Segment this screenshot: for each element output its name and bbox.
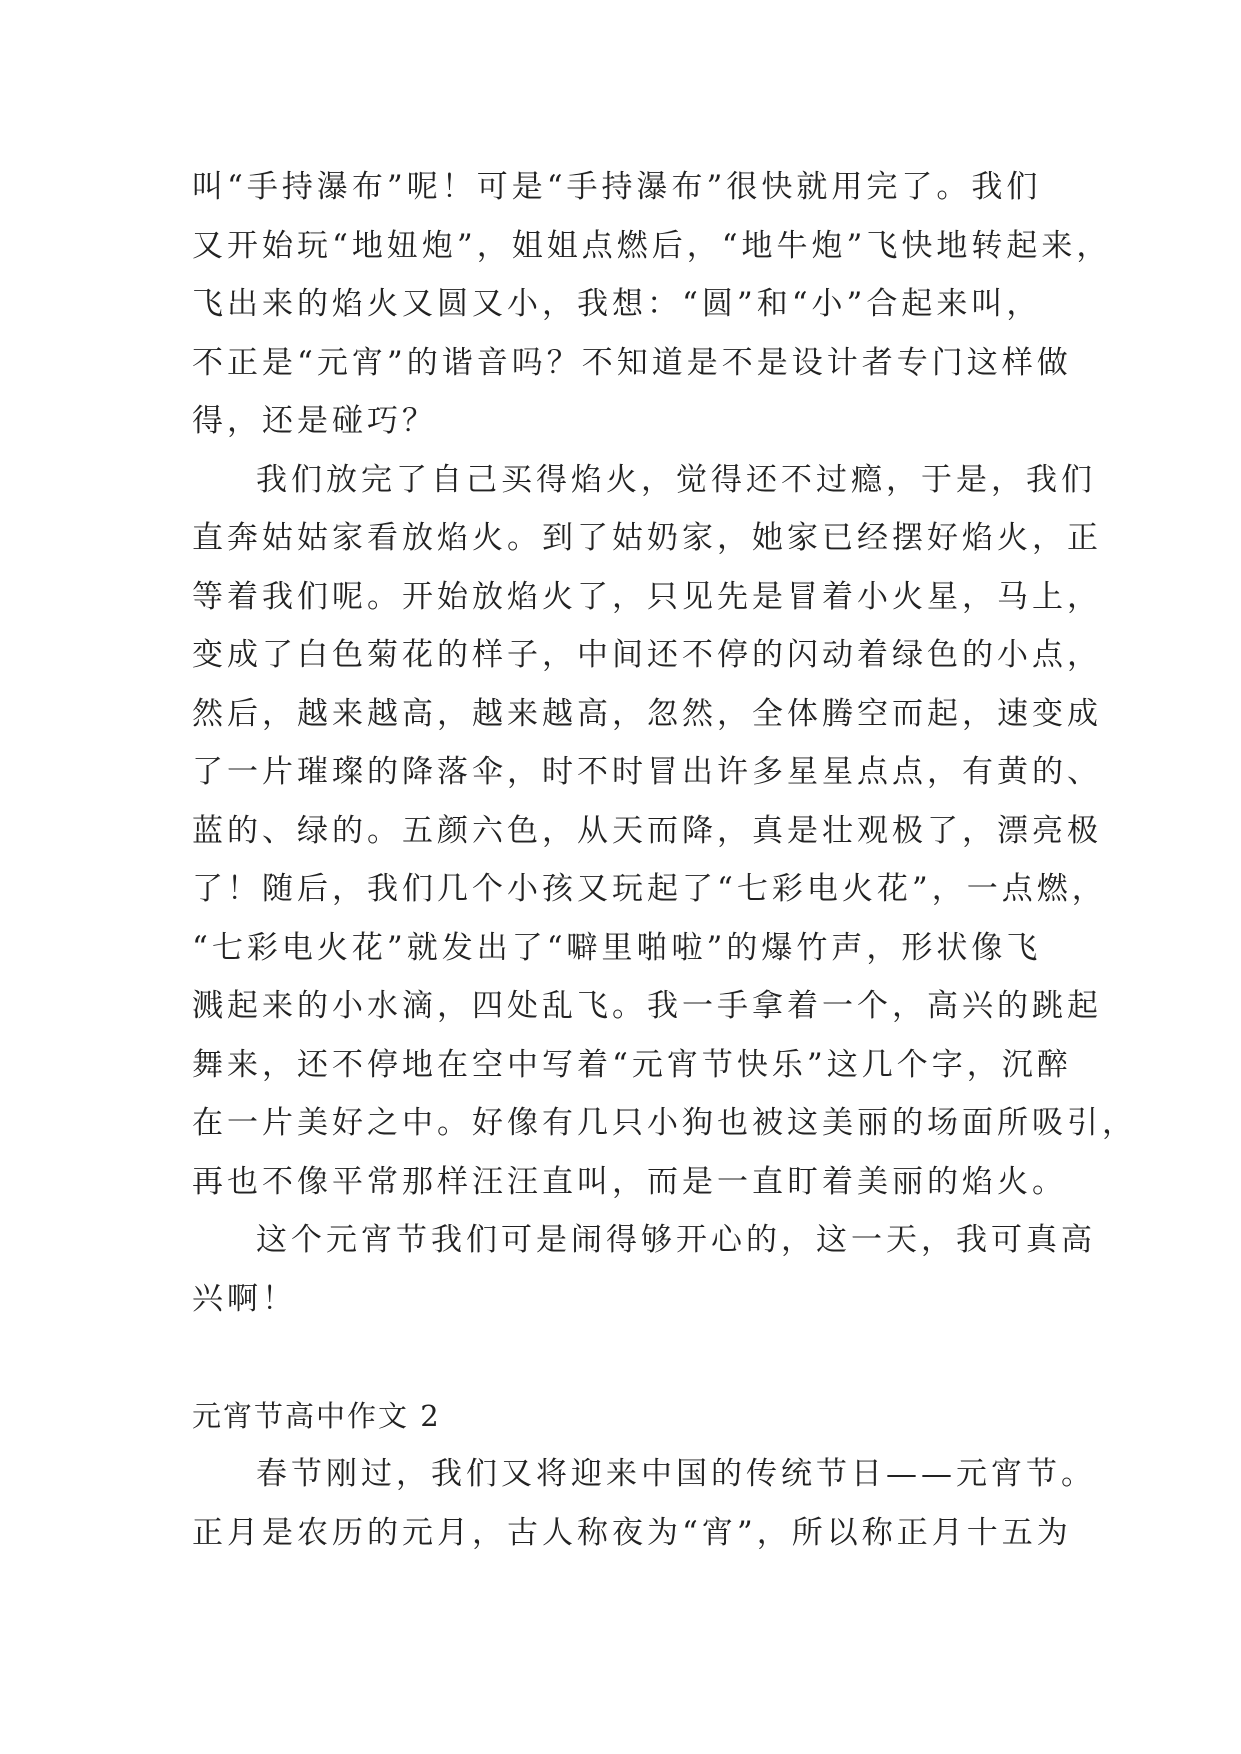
text-line: “七彩电火花”就发出了“噼里啪啦”的爆竹声，形状像飞 [192,929,1042,966]
text-line: 舞来，还不停地在空中写着“元宵节快乐”这几个字，沉醉 [192,1046,1072,1083]
text-line: 这个元宵节我们可是闹得够开心的，这一天，我可真高 [256,1222,1096,1258]
text-line: 然后，越来越高，越来越高，忽然，全体腾空而起，速变成 [192,695,1102,732]
text-line: 不正是“元宵”的谐音吗？不知道是不是设计者专门这样做 [192,344,1072,381]
text-line: 叫“手持瀑布”呢！可是“手持瀑布”很快就用完了。我们 [192,169,1042,205]
text-line: 又开始玩“地妞炮”，姐姐点燃后，“地牛炮”飞快地转起来， [192,227,1112,264]
text-line: 飞出来的焰火又圆又小，我想：“圆”和“小”合起来叫， [192,286,1042,322]
text-line: 了！随后，我们几个小孩又玩起了“七彩电火花”，一点燃， [192,871,1107,907]
text-line: 我们放完了自己买得焰火，觉得还不过瘾，于是，我们 [256,461,1096,498]
text-line: 正月是农历的元月，古人称夜为“宵”，所以称正月十五为 [192,1514,1072,1551]
paragraph-spacer [192,1328,1092,1387]
text-line: 变成了白色菊花的样子，中间还不停的闪动着绿色的小点， [192,637,1102,673]
text-line: 春节刚过，我们又将迎来中国的传统节日——元宵节。 [256,1456,1096,1492]
text-line: 兴啊！ [192,1280,297,1317]
essay-body [192,158,1137,1562]
text-line: 等着我们呢。开始放焰火了，只见先是冒着小火星，马上， [192,578,1102,615]
text-line: 蓝的、绿的。五颜六色，从天而降，真是壮观极了，漂亮极 [192,812,1102,849]
section-title: 元宵节高中作文 2 [192,1398,441,1433]
text-line: 再也不像平常那样汪汪直叫，而是一直盯着美丽的焰火。 [192,1163,1067,1200]
text-line: 在一片美好之中。好像有几只小狗也被这美丽的场面所吸引， [192,1105,1137,1141]
text-line: 直奔姑姑家看放焰火。到了姑奶家，她家已经摆好焰火，正 [192,520,1102,556]
text-line: 溅起来的小水滴，四处乱飞。我一手拿着一个，高兴的跳起 [192,988,1102,1024]
text-line: 得，还是碰巧？ [192,403,437,439]
text-line: 了一片璀璨的降落伞，时不时冒出许多星星点点，有黄的、 [192,754,1102,790]
